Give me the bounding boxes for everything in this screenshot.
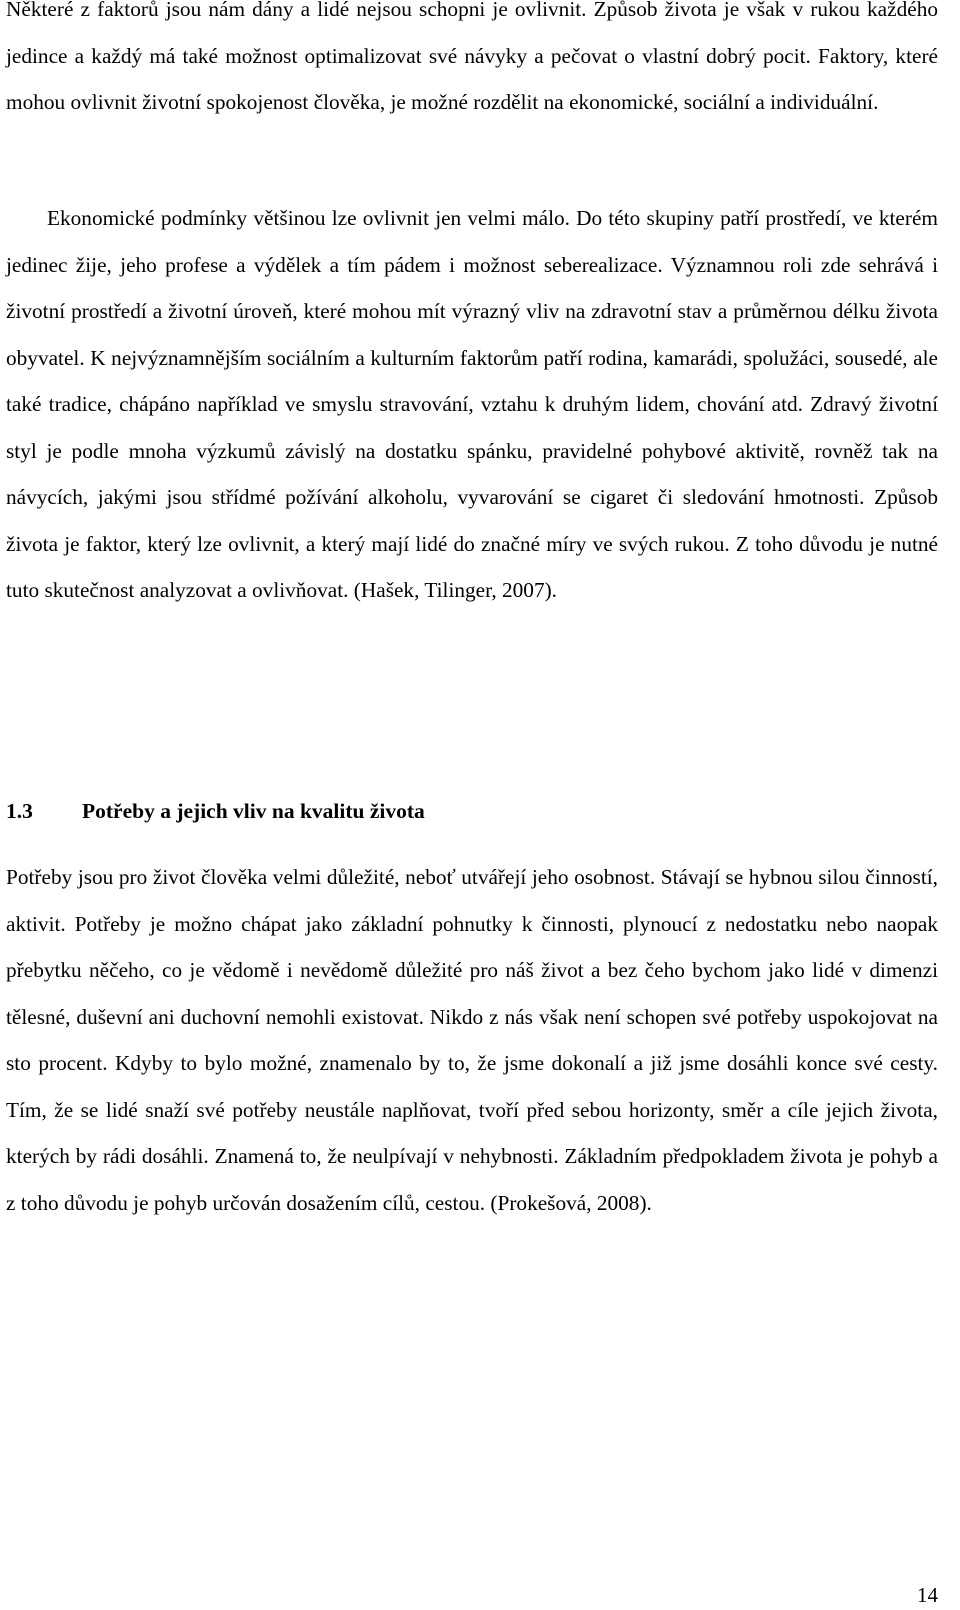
paragraph-life-factors: Některé z faktorů jsou nám dány a lidé nejsou schopni je ovlivnit. Způsob života je však v rukou každého jedince a každý má také možnost optimalizovat své návyky a pečovat o vlastní dobrý pocit. Faktory, které mohou ovlivnit životní spokojenost člověka, je možné rozdělit na ekonomické, sociální a individuální. bbox=[6, 0, 938, 114]
section-title: Potřeby a jejich vliv na kvalitu života bbox=[82, 799, 425, 823]
section-heading bbox=[6, 796, 425, 826]
page-number: 14 bbox=[917, 1583, 938, 1607]
section-number: 1.3 bbox=[6, 799, 33, 823]
paragraph-needs: Potřeby jsou pro život člověka velmi důležité, neboť utvářejí jeho osobnost. Stávají se hybnou silou činností, aktivit. Potřeby je možno chápat jako základní pohnutky k činnosti, plynoucí z nedostatku nebo naopak přebytku něčeho, co je vědomě i nevědomě důležité pro náš život a bez čeho bychom jako lidé v dimenzi tělesné, duševní ani duchovní nemohli existovat. Nikdo z nás však není schopen své potřeby uspokojovat na sto procent. Kdyby to bylo možné, znamenalo by to, že jsme dokonalí a již jsme dosáhli konce své cesty. Tím, že se lidé snaží své potřeby neustále naplňovat, tvoří před sebou horizonty, směr a cíle jejich života, kterých by rádi dosáhli. Znamená to, že neulpívají v nehybnosti. Základním předpokladem života je pohyb a z toho důvodu je pohyb určován dosažením cílů, cestou. (Prokešová, 2008). bbox=[6, 865, 938, 1215]
paragraph-economic-conditions: Ekonomické podmínky většinou lze ovlivnit jen velmi málo. Do této skupiny patří prostředí, ve kterém jedinec žije, jeho profese a výdělek a tím pádem i možnost seberealizace. Významnou roli zde sehrává i životní prostředí a životní úroveň, které mohou mít výrazný vliv na zdravotní stav a průměrnou délku života obyvatel. K nejvýznamnějším sociálním a kulturním faktorům patří rodina, kamarádi, spolužáci, sousedé, ale také tradice, chápáno například ve smyslu stravování, vztahu k druhým lidem, chování atd. Zdravý životní styl je podle mnoha výzkumů závislý na dostatku spánku, pravidelné pohybové aktivitě, rovněž tak na návycích, jakými jsou střídmé požívání alkoholu, vyvarování se cigaret či sledování hmotnosti. Způsob života je faktor, který lze ovlivnit, a který mají lidé do značné míry ve svých rukou. Z toho důvodu je nutné tuto skutečnost analyzovat a ovlivňovat. (Hašek, Tilinger, 2007). bbox=[6, 206, 938, 602]
